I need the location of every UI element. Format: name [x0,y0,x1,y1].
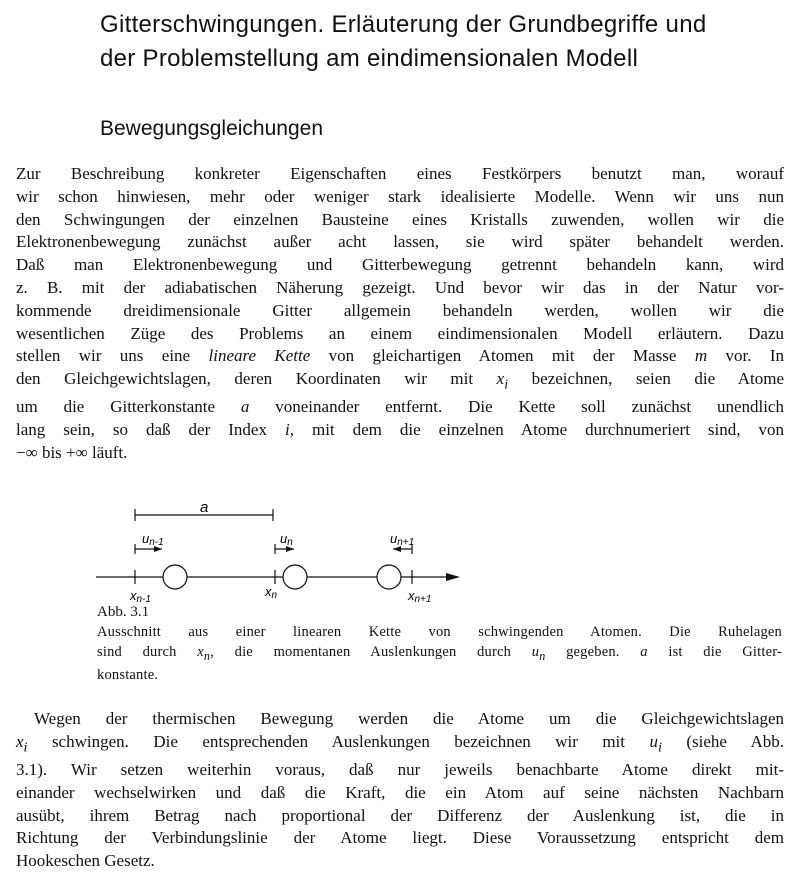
linear-chain-diagram [90,496,470,606]
math-var-i: i [284,420,290,440]
label-x-next-sub: n+1 [414,594,432,605]
section-title: Bewegungsgleichungen [100,117,324,140]
text-line: kommende dreidimensionale Gitter allgemein behandeln werden, wollen wir die [16,300,784,320]
math-sub-n: n [539,648,546,663]
label-x-next-main: x [408,588,415,603]
label-u-prev-main: u [142,531,150,546]
math-var-m: m [694,346,708,366]
text-run: von gleichartigen Atomen mit der Masse [310,346,695,366]
math-var-x: x [197,643,204,660]
text-run: bezeichnen, seien die Atome [508,369,784,389]
math-var-x: x [496,369,505,389]
text-line: einander wechselwirken und daß die Kraft, die ein Atom auf seine nächsten Nachbarn [16,782,784,802]
text-run: sind durch [97,643,198,660]
atom-next [377,565,401,589]
paragraph-thermal-motion [16,708,784,873]
text-run: ist die Gitter- [647,643,782,660]
text-run: stellen wir uns eine [16,346,209,366]
text-line: z. B. mit der adiabatischen Näherung gezeigt. Und bevor wir das in der Natur vor- [16,277,784,297]
text-run: (siehe Abb. [661,731,784,751]
chapter-title-line-1: Gitterschwingungen. Erläuterung der Grundbegriffe und [100,11,707,38]
label-u-prev-sub: n-1 [149,537,164,548]
paragraph-intro [16,163,784,465]
caption-line: Ausschnitt aus einer linearen Kette von schwingenden Atomen. Die Ruhelagen [97,624,782,640]
text-line: Wegen der thermischen Bewegung werden die Atome um die Gleichgewichtslagen [34,709,784,728]
label-x-prev-sub: n-1 [136,594,151,605]
text-run: den Gleichgewichtslagen, deren Koordinaten wir mit [16,369,497,389]
label-x-next [407,588,431,605]
text-run: voneinander entfernt. Die Kette soll zunächst unendlich [249,397,784,417]
text-line [16,345,784,368]
chain-axis-arrowhead [446,573,460,581]
text-line [16,731,784,759]
figure-linear-chain [90,496,470,606]
figure-caption [97,623,782,685]
math-var-a: a [640,643,648,660]
label-u-n [280,531,293,548]
text-run: gegeben. [545,643,641,660]
text-run: um die Gitterkonstante [16,397,241,417]
math-var-u: u [649,731,658,751]
math-var-u: u [531,643,540,660]
label-u-next-sub: n+1 [397,537,415,548]
text-line: ausübt, ihrem Betrag nach proportional der Differenz der Auslenkung ist, die in [16,805,784,825]
atom-n [283,565,307,589]
caption-line: konstante. [97,666,159,683]
text-line [16,419,784,442]
label-x-n [264,584,278,601]
math-sub-i: i [504,376,509,393]
label-x-prev-main: x [130,588,137,603]
figure-label: Abb. 3.1 [97,604,150,620]
text-line: wesentlichen Züge des Problems an einem eindimensionalen Modell erläutern. Dazu [16,323,784,343]
label-u-next-main: u [390,531,398,546]
text-line: 3.1). Wir setzen weiterhin voraus, daß nur jeweils benachbarte Atome direkt mit- [16,759,784,779]
term-linear-chain: lineare Kette [208,346,311,366]
text-line: −∞ bis +∞ läuft. [16,442,128,462]
text-line: Elektronenbewegung zunächst außer acht lassen, sie wird später behandelt werden. [16,232,784,252]
atom-prev [163,565,187,589]
text-run: schwingen. Die entsprechenden Auslenkungen bezeichnen wir mit [27,731,650,751]
text-run: , mit dem die einzelnen Atome durchnumeriert sind, von [289,420,785,440]
math-sub-i: i [657,739,662,756]
text-line: Hookeschen Gesetz. [16,851,155,871]
text-line: Daß man Elektronenbewegung und Gitterbewegung getrennt behandeln kann, wird [16,255,784,275]
text-line [16,396,784,419]
label-u-n-sub: n [287,537,293,548]
text-line: wir schon hinwiesen, mehr oder weniger stark idealisierte Modelle. Wenn wir uns nun [16,186,784,206]
text-run: , die momentanen Auslenkungen durch [210,643,532,660]
text-line: den Schwingungen der einzelnen Bausteine eines Kristalls zuwenden, wollen wir die [16,209,784,229]
math-sub-i: i [23,739,28,756]
text-line [16,368,784,396]
math-var-a: a [240,397,250,417]
label-u-n-main: u [280,531,288,546]
text-line: Zur Beschreibung konkreter Eigenschaften eines Festkörpers benutzt man, worauf [16,164,784,183]
chapter-title-line-2: der Problemstellung am eindimensionalen Modell [100,45,639,72]
text-run: lang sein, so daß der Index [16,420,285,440]
math-var-x: x [16,731,24,751]
label-x-n-main: x [265,584,272,599]
label-u-next [390,531,414,548]
caption-line [97,643,782,666]
chapter-title [100,8,790,76]
math-sub-n: n [203,648,211,663]
label-lattice-constant: a [200,499,209,516]
text-run: vor. In [707,346,785,366]
label-u-prev [142,531,164,548]
label-x-n-sub: n [271,590,278,601]
text-line: Richtung der Verbindungslinie der Atome liegt. Diese Voraussetzung entspricht dem [16,828,784,848]
